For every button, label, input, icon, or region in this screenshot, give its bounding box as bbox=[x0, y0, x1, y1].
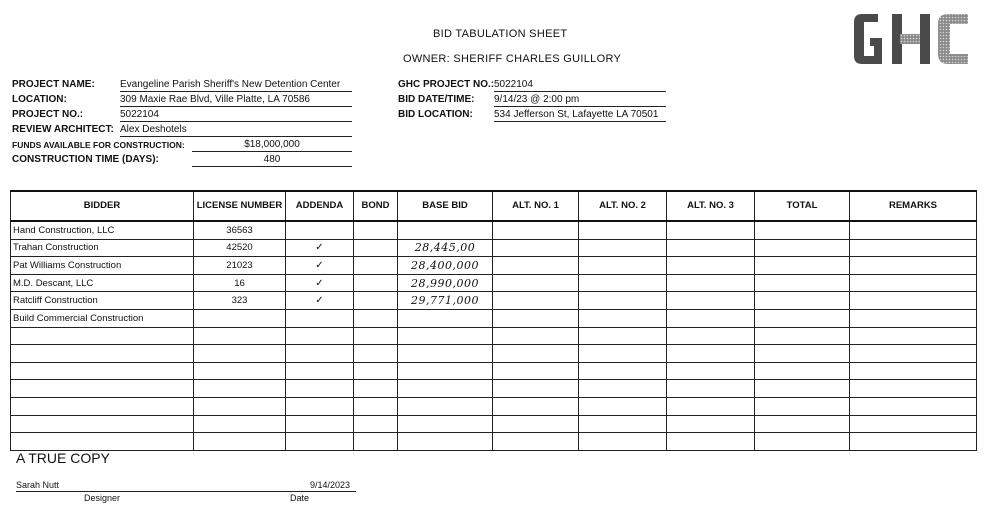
header-license-number: LICENSE NUMBER bbox=[194, 191, 286, 221]
bid-date-value: 9/14/23 @ 2:00 pm bbox=[494, 94, 666, 107]
cell-remarks bbox=[850, 380, 977, 398]
cell-alt-3 bbox=[667, 274, 755, 292]
cell-alt-1 bbox=[493, 292, 579, 310]
cell-alt-1 bbox=[493, 257, 579, 275]
cell-total bbox=[755, 239, 850, 257]
header-total: TOTAL bbox=[755, 191, 850, 221]
cell-alt-2 bbox=[579, 380, 667, 398]
cell-addenda bbox=[286, 433, 354, 451]
date-label: Date bbox=[290, 493, 310, 503]
architect-label: REVIEW ARCHITECT: bbox=[12, 124, 114, 135]
cell-base-bid: 29,771,000 bbox=[398, 292, 493, 310]
header-remarks: REMARKS bbox=[850, 191, 977, 221]
bid-table bbox=[10, 190, 977, 451]
funds-value: $18,000,000 bbox=[192, 139, 352, 152]
cell-addenda bbox=[286, 345, 354, 363]
table-row bbox=[11, 221, 977, 239]
cell-bidder bbox=[11, 345, 194, 363]
cell-license-number: 16 bbox=[194, 274, 286, 292]
cell-base-bid bbox=[398, 433, 493, 451]
cell-alt-3 bbox=[667, 292, 755, 310]
funds-label: FUNDS AVAILABLE FOR CONSTRUCTION: bbox=[12, 140, 185, 150]
cell-alt-2 bbox=[579, 221, 667, 239]
cell-remarks bbox=[850, 309, 977, 327]
header-alt-3: ALT. NO. 3 bbox=[667, 191, 755, 221]
table-row bbox=[11, 257, 977, 275]
cell-base-bid bbox=[398, 362, 493, 380]
cell-addenda bbox=[286, 327, 354, 345]
cell-base-bid bbox=[398, 397, 493, 415]
cell-license-number bbox=[194, 327, 286, 345]
signer-name: Sarah Nutt bbox=[16, 480, 60, 490]
table-row bbox=[11, 274, 977, 292]
cell-addenda bbox=[286, 221, 354, 239]
cell-alt-3 bbox=[667, 257, 755, 275]
cell-addenda: ✓ bbox=[286, 257, 354, 275]
cell-bidder bbox=[11, 433, 194, 451]
cell-bidder: Hand Construction, LLC bbox=[11, 221, 194, 239]
header-base-bid: BASE BID bbox=[398, 191, 493, 221]
ghc-project-value: 5022104 bbox=[494, 79, 666, 92]
bid-location-value: 534 Jefferson St, Lafayette LA 70501 bbox=[494, 109, 666, 122]
cell-bond bbox=[354, 239, 398, 257]
location-value: 309 Maxie Rae Blvd, Ville Platte, LA 70586 bbox=[120, 94, 352, 107]
table-row bbox=[11, 433, 977, 451]
signature-line bbox=[16, 480, 356, 492]
cell-alt-3 bbox=[667, 433, 755, 451]
cell-bidder bbox=[11, 327, 194, 345]
cell-bidder bbox=[11, 362, 194, 380]
cell-license-number bbox=[194, 345, 286, 363]
signature-date: 9/14/2023 bbox=[310, 480, 351, 490]
cell-alt-2 bbox=[579, 362, 667, 380]
cell-base-bid bbox=[398, 415, 493, 433]
cell-alt-2 bbox=[579, 292, 667, 310]
cell-remarks bbox=[850, 362, 977, 380]
architect-value: Alex Deshotels bbox=[120, 124, 352, 137]
cell-bond bbox=[354, 309, 398, 327]
cell-bond bbox=[354, 257, 398, 275]
cell-alt-3 bbox=[667, 397, 755, 415]
cell-base-bid bbox=[398, 327, 493, 345]
cell-base-bid bbox=[398, 345, 493, 363]
cell-remarks bbox=[850, 239, 977, 257]
cell-total bbox=[755, 433, 850, 451]
cell-total bbox=[755, 309, 850, 327]
cell-alt-3 bbox=[667, 309, 755, 327]
cell-total bbox=[755, 257, 850, 275]
table-row bbox=[11, 397, 977, 415]
cell-total bbox=[755, 345, 850, 363]
cell-base-bid bbox=[398, 380, 493, 398]
cell-remarks bbox=[850, 327, 977, 345]
bid-date-label: BID DATE/TIME: bbox=[398, 94, 475, 105]
cell-bidder bbox=[11, 380, 194, 398]
cell-bidder: Pat Williams Construction bbox=[11, 257, 194, 275]
table-row bbox=[11, 239, 977, 257]
header-alt-1: ALT. NO. 1 bbox=[493, 191, 579, 221]
cell-alt-1 bbox=[493, 415, 579, 433]
cell-alt-2 bbox=[579, 345, 667, 363]
cell-total bbox=[755, 415, 850, 433]
cell-bond bbox=[354, 327, 398, 345]
header-bidder: BIDDER bbox=[11, 191, 194, 221]
cell-license-number: 21023 bbox=[194, 257, 286, 275]
cell-bidder: M.D. Descant, LLC bbox=[11, 274, 194, 292]
cell-remarks bbox=[850, 415, 977, 433]
cell-license-number: 36563 bbox=[194, 221, 286, 239]
cell-total bbox=[755, 397, 850, 415]
cell-alt-2 bbox=[579, 274, 667, 292]
cell-base-bid bbox=[398, 221, 493, 239]
cell-bond bbox=[354, 274, 398, 292]
cell-license-number bbox=[194, 433, 286, 451]
header-bond: BOND bbox=[354, 191, 398, 221]
cell-addenda: ✓ bbox=[286, 274, 354, 292]
cell-remarks bbox=[850, 292, 977, 310]
cell-alt-1 bbox=[493, 397, 579, 415]
cell-addenda bbox=[286, 415, 354, 433]
cell-alt-1 bbox=[493, 327, 579, 345]
ghc-logo bbox=[852, 10, 970, 68]
cell-remarks bbox=[850, 433, 977, 451]
true-copy-label: A TRUE COPY bbox=[16, 450, 110, 466]
cell-alt-1 bbox=[493, 345, 579, 363]
cell-remarks bbox=[850, 345, 977, 363]
cell-alt-1 bbox=[493, 221, 579, 239]
cell-remarks bbox=[850, 221, 977, 239]
cell-alt-3 bbox=[667, 362, 755, 380]
project-name-label: PROJECT NAME: bbox=[12, 79, 95, 90]
signer-role: Designer bbox=[84, 493, 121, 503]
cell-alt-1 bbox=[493, 362, 579, 380]
cell-bidder: Build Commercial Construction bbox=[11, 309, 194, 327]
cell-base-bid: 28,990,000 bbox=[398, 274, 493, 292]
cell-alt-3 bbox=[667, 345, 755, 363]
cell-base-bid: 28,445,00 bbox=[398, 239, 493, 257]
cell-bond bbox=[354, 380, 398, 398]
cell-total bbox=[755, 292, 850, 310]
cell-alt-1 bbox=[493, 274, 579, 292]
cell-remarks bbox=[850, 257, 977, 275]
cell-bond bbox=[354, 397, 398, 415]
cell-total bbox=[755, 221, 850, 239]
cell-alt-1 bbox=[493, 380, 579, 398]
project-no-value: 5022104 bbox=[120, 109, 352, 122]
cell-base-bid: 28,400,000 bbox=[398, 257, 493, 275]
table-row bbox=[11, 362, 977, 380]
cell-alt-1 bbox=[493, 309, 579, 327]
cell-bidder: Ratcliff Construction bbox=[11, 292, 194, 310]
table-header-row bbox=[11, 191, 977, 221]
cell-addenda: ✓ bbox=[286, 292, 354, 310]
cell-total bbox=[755, 362, 850, 380]
cell-bond bbox=[354, 292, 398, 310]
cell-bond bbox=[354, 362, 398, 380]
cell-license-number bbox=[194, 362, 286, 380]
cell-alt-2 bbox=[579, 415, 667, 433]
construction-time-label: CONSTRUCTION TIME (DAYS): bbox=[12, 154, 159, 165]
cell-bidder bbox=[11, 415, 194, 433]
bid-location-label: BID LOCATION: bbox=[398, 109, 473, 120]
cell-license-number bbox=[194, 380, 286, 398]
table-row bbox=[11, 345, 977, 363]
cell-total bbox=[755, 380, 850, 398]
cell-bidder bbox=[11, 397, 194, 415]
cell-license-number bbox=[194, 309, 286, 327]
cell-alt-2 bbox=[579, 257, 667, 275]
cell-bidder: Trahan Construction bbox=[11, 239, 194, 257]
cell-license-number bbox=[194, 397, 286, 415]
cell-alt-3 bbox=[667, 415, 755, 433]
project-no-label: PROJECT NO.: bbox=[12, 109, 84, 120]
cell-addenda bbox=[286, 380, 354, 398]
cell-alt-3 bbox=[667, 239, 755, 257]
cell-total bbox=[755, 327, 850, 345]
cell-remarks bbox=[850, 274, 977, 292]
ghc-project-label: GHC PROJECT NO.: bbox=[398, 79, 495, 90]
ghc-logo-icon bbox=[852, 10, 970, 68]
cell-bond bbox=[354, 345, 398, 363]
cell-license-number: 323 bbox=[194, 292, 286, 310]
cell-alt-1 bbox=[493, 433, 579, 451]
cell-alt-2 bbox=[579, 397, 667, 415]
cell-bond bbox=[354, 221, 398, 239]
table-row bbox=[11, 415, 977, 433]
cell-addenda bbox=[286, 309, 354, 327]
cell-alt-2 bbox=[579, 433, 667, 451]
cell-alt-3 bbox=[667, 380, 755, 398]
cell-addenda bbox=[286, 362, 354, 380]
cell-alt-1 bbox=[493, 239, 579, 257]
cell-bond bbox=[354, 433, 398, 451]
cell-addenda bbox=[286, 397, 354, 415]
cell-alt-2 bbox=[579, 309, 667, 327]
cell-alt-2 bbox=[579, 239, 667, 257]
cell-license-number: 42520 bbox=[194, 239, 286, 257]
table-row bbox=[11, 292, 977, 310]
owner-line: OWNER: SHERIFF CHARLES GUILLORY bbox=[403, 53, 622, 65]
location-label: LOCATION: bbox=[12, 94, 67, 105]
cell-addenda: ✓ bbox=[286, 239, 354, 257]
table-row bbox=[11, 380, 977, 398]
header-addenda: ADDENDA bbox=[286, 191, 354, 221]
header-alt-2: ALT. NO. 2 bbox=[579, 191, 667, 221]
table-row bbox=[11, 327, 977, 345]
construction-time-value: 480 bbox=[192, 154, 352, 167]
project-name-value: Evangeline Parish Sheriff's New Detention Center bbox=[120, 79, 352, 92]
sheet-title: BID TABULATION SHEET bbox=[433, 28, 568, 40]
cell-alt-3 bbox=[667, 327, 755, 345]
cell-alt-2 bbox=[579, 327, 667, 345]
cell-alt-3 bbox=[667, 221, 755, 239]
cell-license-number bbox=[194, 415, 286, 433]
cell-total bbox=[755, 274, 850, 292]
cell-remarks bbox=[850, 397, 977, 415]
table-row bbox=[11, 309, 977, 327]
cell-bond bbox=[354, 415, 398, 433]
cell-base-bid bbox=[398, 309, 493, 327]
